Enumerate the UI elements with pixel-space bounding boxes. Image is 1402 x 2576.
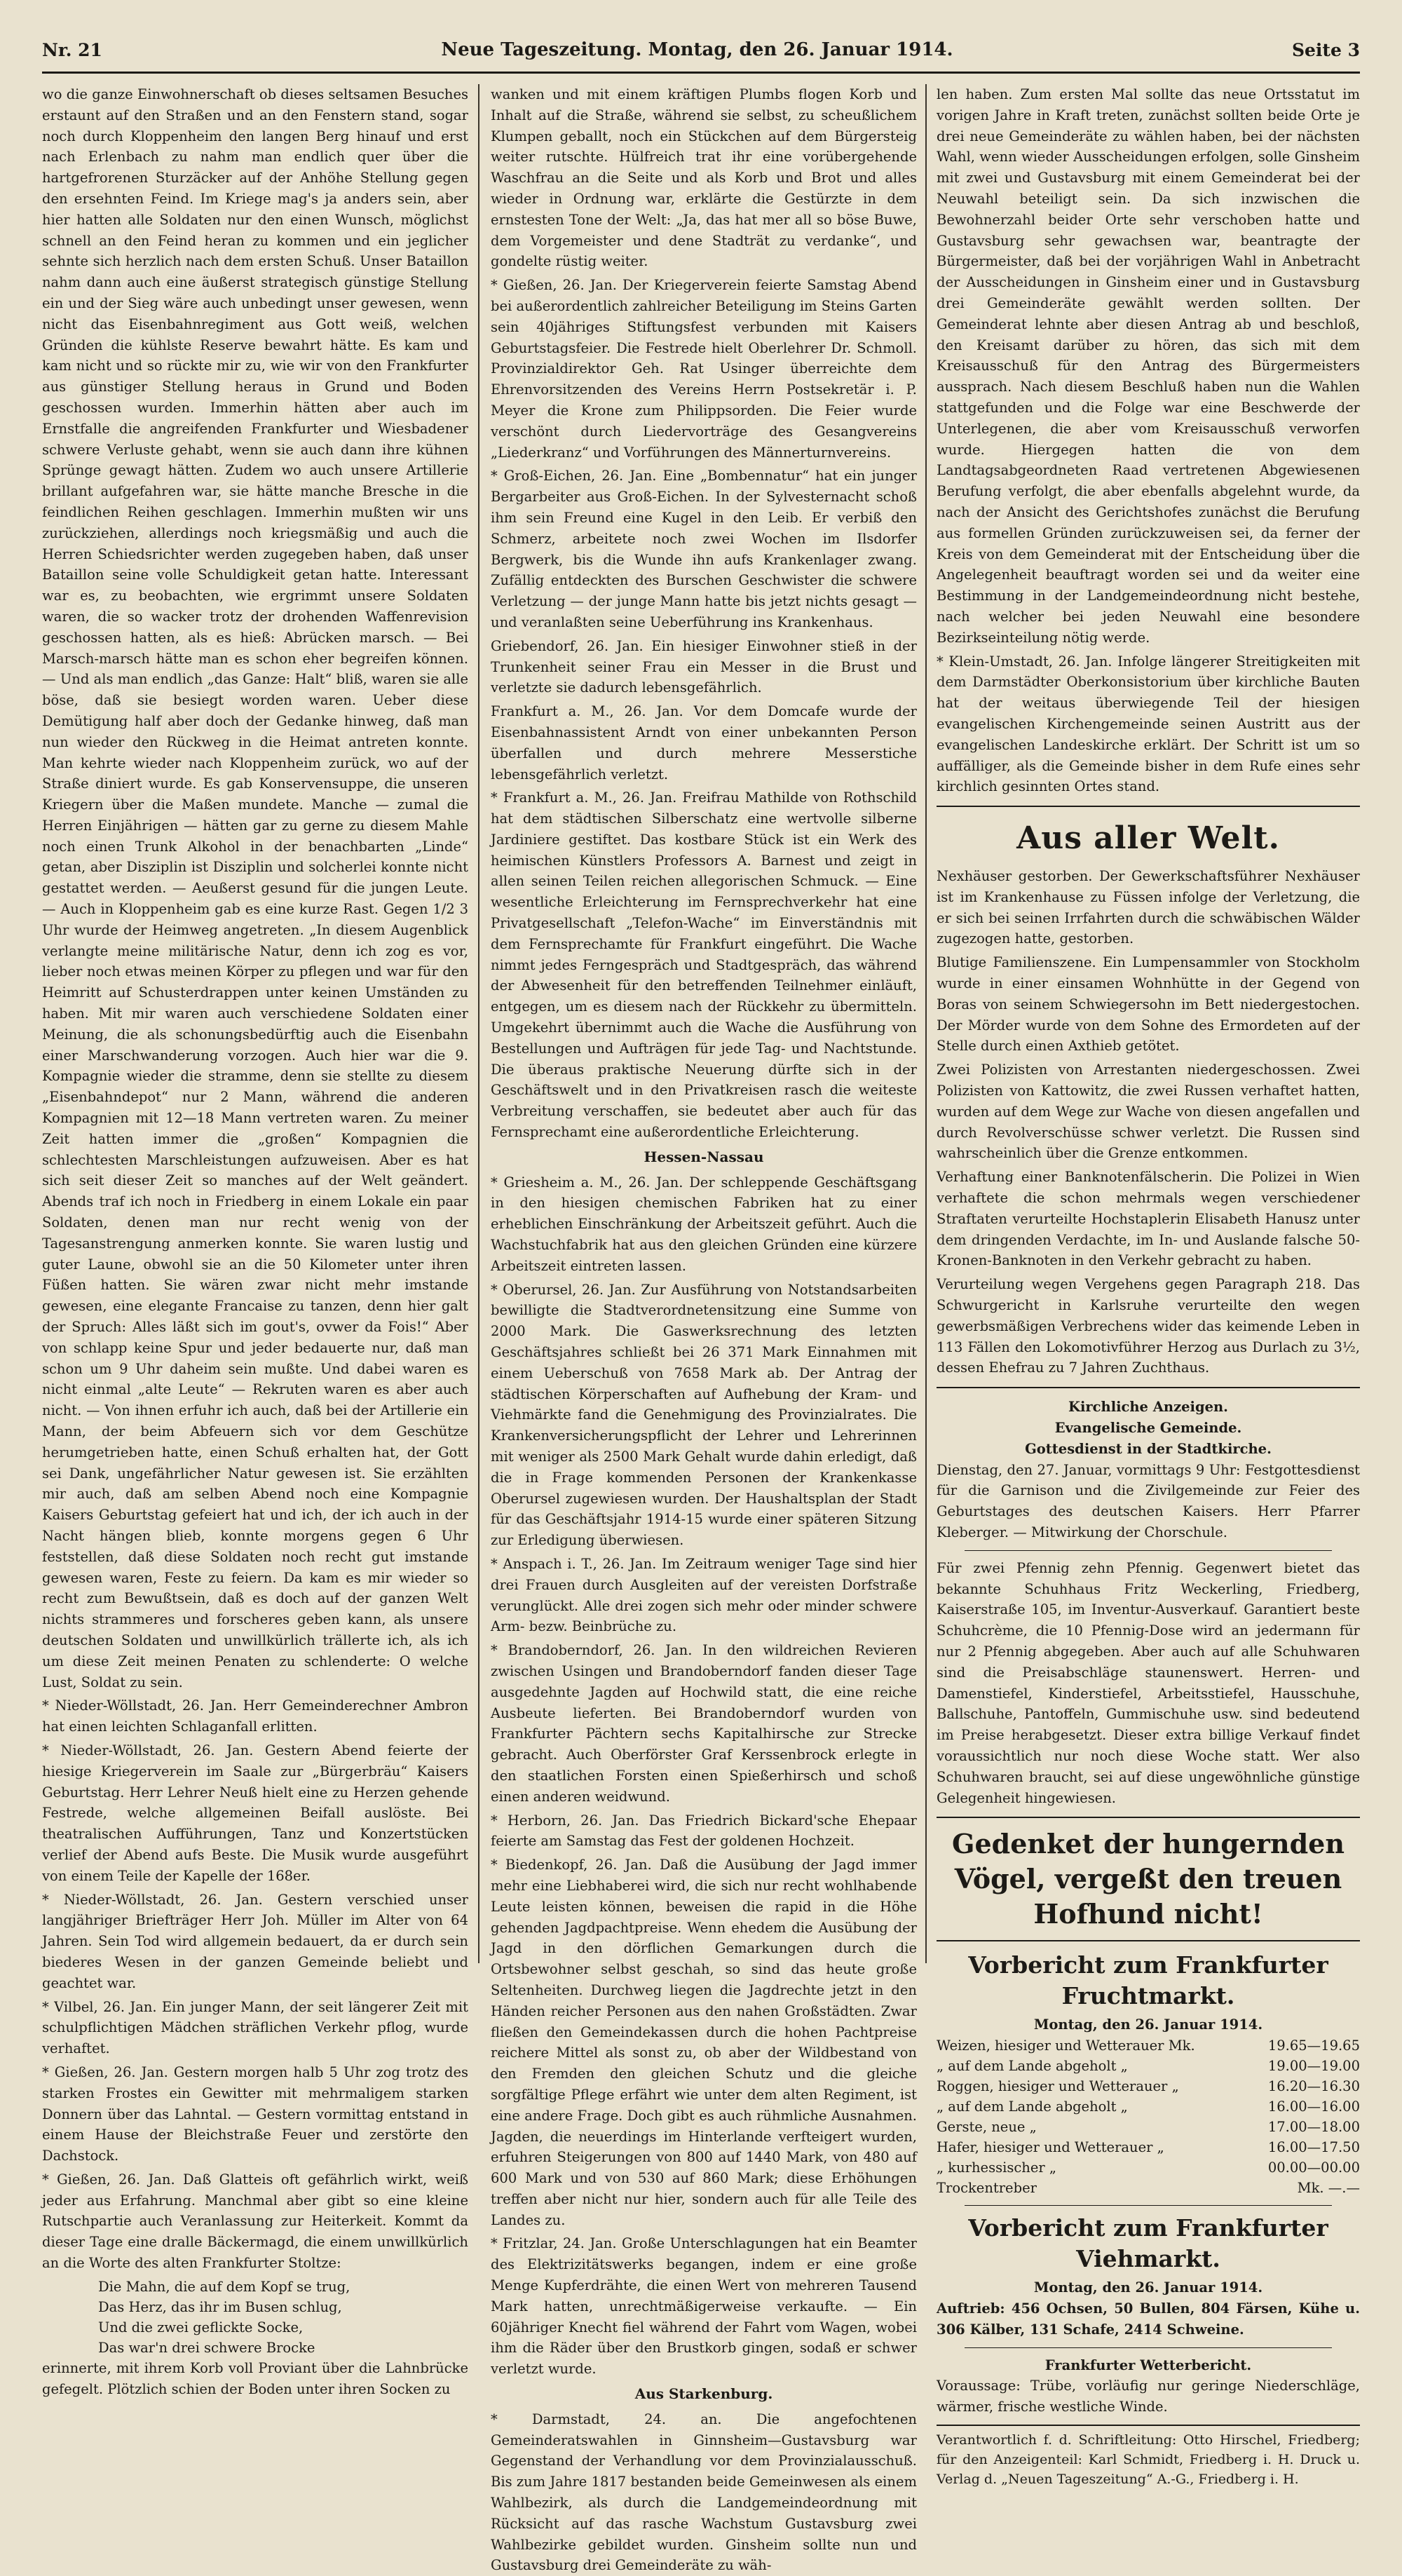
news-item: * Frankfurt a. M., 26. Jan. Freifrau Mathilde von Rothschild hat dem städtischen Silberschatz eine wertvolle silberne Jardiniere gestiftet. Das kostbare Stück ist ein Werk des heimischen Künstlers Professors A. Barnest und zeigt in allen seinen Teilen reichen allegorischen Schmuck. — Eine wesentliche Erleichterung im Fernsprechverkehr hat eine Privatgesellschaft „Telefon-Wache“ im Einverständnis mit dem Fernsprechamte für Frankfurt eingeführt. Die Wache nimmt jedes Ferngespräch und Stadtgespräch, das während der Abwesenheit für den betreffenden Teilnehmer einläuft, entgegen, um es diesem nach der Rückkehr zu übermitteln. Umgekehrt übernimmt auch die Wache die Ausführung von Bestellungen und Aufträgen für jede Tag- und Nachtstunde. Die überaus praktische Neuerung dürfte sich in der Geschäftswelt und in den Privatkreisen rasch die weiteste Verbreitung verschaffen, sie bedeutet aber auch für das Fernsprechamt eine außerordentliche Erleichterung. bbox=[491, 789, 917, 1141]
news-item: Frankfurt a. M., 26. Jan. Vor dem Domcafe wurde der Eisenbahnassistent Arndt von einer unbekannten Person überfallen und durch mehrere Messerstiche lebensgefährlich verletzt. bbox=[491, 703, 917, 782]
poem-line: Und die zwei geflickte Socke, bbox=[98, 2319, 304, 2336]
article-text: wo die ganze Einwohnerschaft ob dieses seltsamen Besuches erstaunt auf den Straßen und an den Fenstern stand, sogar noch durch Kloppenheim den langen Berg hinauf und erst nach Erlenbach zu nahm man endlich quer über die hartgefrorenen Sturzäcker auf der Anhöhe Stellung gegen den ersehnten Feind. Im Kriege mag's ja anders sein, aber hier hatten alle Soldaten nur den einen Wunsch, möglichst schnell an den Feind heran zu kommen und ein jeglicher sehnte sich herzlich nach dem ersten Schuß. Unser Bataillon nahm dann auch eine äußerst strategisch günstige Stellung ein und der Sieg wäre auch unbedingt unser gewesen, wenn nicht das Eisenbahnregiment aus Gott weiß, welchen Gründen die kühlste Reserve bewahrt hätte. Es kam und kam nicht und so rückte mir zu, wie wir von den Frankfurter aus günstiger Stellung heraus in Grund und Boden geschossen wurden. Immerhin hätten aber auch im Ernstfalle die angreifenden Frankfurter und Wiesbadener schwere Verluste gehabt, wenn sie auch dann ihre kühnen Sprünge gewagt hätten. Zudem wo auch unsere Artillerie brillant aufgefahren war, sie hätte manche Bresche in die feindlichen Reihen geschlagen. Immerhin mußten wir uns zurückziehen, allerdings noch kriegsmäßig und auch die Herren Schiedsrichter werden zugegeben haben, daß unser Bataillon seine volle Schuldigkeit getan hatte. Interessant war es, zu beobachten, wie ergrimmt unsere Soldaten waren, die so wacker trotz der drohenden Waffenrevision geschossen hatten, als es hieß: Abrücken marsch. — Bei Marsch-marsch hätte man es schon eher begreifen können. — Und als man endlich „das Ganze: Halt“ bliß, waren sie alle böse, daß sie besiegt worden waren. Ueber diese Demütigung half aber doch der Gedanke hinweg, daß man nun wieder den Rückweg in die Heimat antreten konnte. Man kehrte wieder nach Kloppenheim zurück, wo auf der Straße diniert wurde. Es gab Konservensuppe, die unseren Kriegern über die Maßen mundete. Manche — zumal die Herren Einjährigen — hätten gar zu gerne zu diesem Mahle noch einen Trunk Alkohol in der benachbarten „Linde“ getan, aber Disziplin ist Disziplin und solcherlei konnte nicht gestattet werden. — Aeußerst gesund für die jungen Leute. — Auch in Kloppenheim gab es eine kurze Rast. Gegen 1/2 3 Uhr wurde der Heimweg angetreten. „In diesem Augenblick verlangte meine militärische Natur, denn ich zog es vor, lieber noch etwas meinen Körper zu pflegen und war für den Heimritt auf Schusterdrappen unter keinen Umständen zu haben. Mit mir waren auch verschiedene Soldaten einer Meinung, die als schonungsbedürftig auch die Eisenbahn einer Marschwanderung vorzogen. Auch hier war die 9. Kompagnie wieder die stramme, denn sie stellte zu diesem „Eisenbahndepot“ nur 2 Mann, während die anderen Kompagnien mit 12—18 Mann vertreten waren. Zu meiner Zeit hatten immer die „großen“ Kompagnien die schlechtesten Marschleistungen aufzuweisen. Aber es hat sich seit dieser Zeit so manches auf der Welt geändert. Abends traf ich noch in Friedberg in einem Lokale ein paar Soldaten, denen man nur recht wenig von der Tagesanstrengung anmerken konnte. Sie waren lustig und guter Laune, obwohl sie an die 50 Kilometer unter ihren Füßen hatten. Sie wären zwar nicht mehr imstande gewesen, eine elegante Francaise zu tanzen, denn hier galt der Spruch: Alles läßt sich im gout's, ovwer da Fois!“ Aber von schlapp keine Spur und jeder bedauerte nur, daß man schon um 9 Uhr daheim sein mußte. Und dabei waren es nicht einmal „alte Leute“ — Rekruten waren es aber auch nicht. — Von ihnen erfuhr ich auch, daß bei der Artillerie ein Mann, der beim Abfeuern sich vor dem Geschütze herumgetrieben hatte, einen Schuß erhalten hat, der Gott sei Dank, ungefährlicher Natur gewesen ist. Sie erzählten mir auch, daß am selben Abend noch eine Kompagnie Kaisers Geburtstag gefeiert hat und ich, der ich auch in der Nacht hängen blieb, konnte morgens gegen 6 Uhr feststellen, daß diese Soldaten noch recht gut imstande gewesen waren, Feste zu feiern. Da kam es mir wieder so recht zum Bewußtsein, daß es doch auf der ganzen Welt nichts strammeres und forscheres geben kann, als unsere deutschen Soldaten und unwillkürlich trällerte ich, als ich um diese Zeit meinen Penaten zu schlenderte: O welche Lust, Soldat zu sein. bbox=[42, 86, 468, 1690]
price-value: 16.00—17.50 bbox=[1267, 2139, 1360, 2156]
price-value: 17.00—18.00 bbox=[1267, 2119, 1360, 2136]
column-1 bbox=[42, 84, 468, 2397]
news-item: * Griesheim a. M., 26. Jan. Der schleppende Geschäftsgang in den hiesigen chemischen Fabriken hat zu einer erheblichen Einschränkung der Arbeitszeit geführt. Auch die Wachstuchfabrik hat aus den gleichen Gründen eine kürzere Arbeitszeit eintreten lassen. bbox=[491, 1174, 917, 1274]
price-label: Roggen, hiesiger und Wetterauer „ bbox=[937, 2078, 1179, 2095]
poem bbox=[42, 2277, 468, 2358]
news-item: Griebendorf, 26. Jan. Ein hiesiger Einwohner stieß in der Trunkenheit seiner Frau ein Messer in die Brust und verletzte sie dadurch lebensgefährlich. bbox=[491, 637, 917, 696]
news-item: * Groß-Eichen, 26. Jan. Eine „Bombennatur“ hat ein junger Bergarbeiter aus Groß-Eichen. In der Sylvesternacht schoß ihm sein Freund eine Kugel in den Leib. Er verbiß den Schmerz, arbeitete noch zwei Wochen im Ilsdorfer Bergwerk, bis die Wunde ihn aufs Krankenlager zwang. Zufällig entdeckten des Burschen Geschwister die schwere Verletzung — der junge Mann hatte bis jetzt nichts gesagt — und veranlaßten seine Ueberführung ins Krankenhaus. bbox=[491, 468, 917, 630]
imprint: Verantwortlich f. d. Schriftleitung: Otto Hirschel, Friedberg; für den Anzeigenteil: Karl Schmidt, Friedberg i. H. Druck u. Verlag d. „Neuen Tageszeitung“ A.-G., Friedberg i. H. bbox=[937, 2425, 1360, 2489]
cattle-market-text: Auftrieb: 456 Ochsen, 50 Bullen, 804 Färsen, Kühe u. 306 Kälber, 131 Schafe, 2414 Schweine. bbox=[937, 2300, 1360, 2338]
section-title: Aus aller Welt. bbox=[1016, 820, 1280, 857]
price-label: „ auf dem Lande abgeholt „ bbox=[937, 2058, 1128, 2075]
advertisement-text: Für zwei Pfennig zehn Pfennig. Gegenwert bietet das bekannte Schuhhaus Fritz Weckerling, Friedberg, Kaiserstraße 105, im Inventur-Ausverkauf. Garantiert beste Schuhcrème, die 10 Pfennig-Dose wird an jedermann für nur 2 Pfennig abgegeben. Aber auch auf alle Schuhwaren sind die Preisabschläge staunenswert. Herren- und Damenstiefel, Kinderstiefel, Arbeitsstiefel, Hausschuhe, Ballschuhe, Pantoffeln, Gummischuhe usw. sind bedeutend im Preise herabgesetzt. Dieser extra billige Verkauf findet voraussichtlich nur noch diese Woche statt. Wer also Schuhwaren braucht, sei auf diese ungewöhnliche günstige Gelegenheit hingewiesen. bbox=[937, 1559, 1360, 1806]
news-item: * Herborn, 26. Jan. Das Friedrich Bickard'sche Ehepaar feierte am Samstag das Fest der goldenen Hochzeit. bbox=[491, 1812, 917, 1850]
section-heading: Aus Starkenburg. bbox=[634, 2385, 773, 2403]
price-value: 00.00—00.00 bbox=[1267, 2160, 1360, 2176]
divider bbox=[965, 1550, 1332, 1551]
price-row bbox=[937, 2157, 1360, 2178]
news-item: Nexhäuser gestorben. Der Gewerkschaftsführer Nexhäuser ist im Krankenhause zu Füssen infolge der Verletzung, die er sich bei seinen Irrfahrten durch die schwäbischen Wälder zugezogen hatte, gestorben. bbox=[937, 868, 1360, 947]
divider bbox=[965, 2347, 1332, 2348]
church-notice: Dienstag, den 27. Januar, vormittags 9 Uhr: Festgottesdienst für die Garnison und die Zivilgemeinde zur Feier des Geburtstages des deutschen Kaisers. Herr Pfarrer Kleberger. — Mitwirkung der Chorschule. bbox=[937, 1461, 1360, 1540]
news-item: * Fritzlar, 24. Jan. Große Unterschlagungen hat ein Beamter des Elektrizitätswerks begangen, indem er eine große Menge Kupferdrähte, die einen Wert von mehreren Tausend Mark hatten, unrechtmäßigerweise verkaufte. — Ein 60jähriger Knecht fiel während der Fahrt vom Wagen, wobei ihm die Räder über den Brustkorb gingen, sodaß er schwer verletzt wurde. bbox=[491, 2235, 917, 2378]
price-row bbox=[937, 2096, 1360, 2117]
price-label: Weizen, hiesiger und Wetterauer Mk. bbox=[937, 2038, 1195, 2054]
slogan: Gedenket der hungernden Vögel, vergeßt den treuen Hofhund nicht! bbox=[952, 1828, 1345, 1930]
divider bbox=[937, 806, 1360, 807]
column-rule bbox=[478, 84, 479, 1963]
news-item: erinnerte, mit ihrem Korb voll Proviant über die Lahnbrücke gefegelt. Plötzlich schien der Boden unter ihren Socken zu bbox=[42, 2359, 468, 2397]
news-item: Verurteilung wegen Vergehens gegen Paragraph 218. Das Schwurgericht in Karlsruhe verurteilte den wegen gewerbsmäßigen Verbrechens wider das keimende Leben in 113 Fällen den Lokomotivführer Herzog aus Durlach zu 3½, dessen Ehefrau zu 7 Jahren Zuchthaus. bbox=[937, 1276, 1360, 1376]
divider bbox=[937, 1940, 1360, 1941]
masthead-date: Neue Tageszeitung. Montag, den 26. Januar 1914. bbox=[441, 39, 953, 60]
news-item: len haben. Zum ersten Mal sollte das neue Ortsstatut im vorigen Jahre in Kraft treten, zunächst sollten beide Orte je drei neue Gemeinderäte zu wählen haben, bei der nächsten Wahl, wenn wieder Ausscheidungen erfolgen, solle Ginsheim mit zwei und Gustavsburg mit einem Gemeinderat bei der Neuwahl beteiligt sein. Da sich inzwischen die Bewohnerzahl beider Orte sehr verschoben hatte und Gustavsburg sehr gewachsen war, beantragte der Bürgermeister, daß bei der vorjährigen Wahl in Anbetracht der Ausscheidungen in Ginsheim einer und in Gustavsburg drei Gemeinderäte gewählt werden sollten. Der Gemeinderat lehnte aber diesen Antrag ab und beschloß, den Kreisamt darüber zu hören, das sich mit dem Kreisausschuß für den Antrag des Bürgermeisters aussprach. Nach diesem Beschluß haben nun die Wahlen stattgefunden und die Folge war eine Beschwerde der Unterlegenen, die aber vom Kreisausschuß verworfen wurde. Hiergegen hatten die von dem Landtagsabgeordneten Raad vertretenen Abgewiesenen Berufung verfolgt, die aber ebenfalls abgelehnt wurde, da nach der Ansicht des Gerichtshofes zunächst die Berufung aus formellen Gründen zurückzuweisen sei, da ferner der Kreis von dem Gemeinderat mit der Entscheidung über die Angelegenheit beauftragt worden sei und da weiter eine Bestimmung in der Landgemeindeordnung nicht bestehe, nach welcher bei jeden Neuwahl eine besondere Bezirkseinteilung nötig werde. bbox=[937, 86, 1360, 646]
divider bbox=[937, 1817, 1360, 1818]
poem-line: Das Herz, das ihr im Busen schlug, bbox=[98, 2298, 342, 2315]
fruit-market-date: Montag, den 26. Januar 1914. bbox=[1033, 2016, 1263, 2033]
poem-line: Die Mahn, die auf dem Kopf se trug, bbox=[98, 2278, 350, 2295]
issue-number: Nr. 21 bbox=[42, 39, 102, 60]
price-label: „ kurhessischer „ bbox=[937, 2160, 1056, 2176]
news-item: Zwei Polizisten von Arrestanten niedergeschossen. Zwei Polizisten von Kattowitz, die zwei Russen verhaftet hatten, wurden auf dem Wege zur Wache von diesen angefallen und durch Revolverschüsse schwer verletzt. Die Russen sind wahrscheinlich über die Grenze entkommen. bbox=[937, 1062, 1360, 1162]
price-value: 16.20—16.30 bbox=[1267, 2078, 1360, 2095]
church-service-heading: Gottesdienst in der Stadtkirche. bbox=[1025, 1440, 1272, 1457]
fruit-market-title: Vorbericht zum Frankfurter Fruchtmarkt. bbox=[968, 1951, 1328, 2010]
price-row bbox=[937, 2035, 1360, 2056]
price-row bbox=[937, 2178, 1360, 2198]
price-table bbox=[937, 2035, 1360, 2198]
news-item: * Oberursel, 26. Jan. Zur Ausführung von Notstandsarbeiten bewilligte die Stadtverordnetensitzung eine Summe von 2000 Mark. Die Gaswerksrechnung des letzten Geschäftsjahres schließt bei 26 371 Mark Einnahmen mit einem Ueberschuß von 7658 Mark ab. Der Antrag der städtischen Körperschaften auf Aufhebung der Kram- und Viehmärkte fand die Genehmigung des Provinzialrates. Die Krankenversicherungspflicht der Lehrer und Lehrerinnen mit weniger als 2500 Mark Gehalt wurde dahin erledigt, daß die in Frage kommenden Personen der Krankenkasse Oberursel zugewiesen wurden. Der Haushaltsplan der Stadt für das Geschäftsjahr 1914-15 wurde einer späteren Sitzung zur Erledigung überwiesen. bbox=[491, 1281, 917, 1549]
cattle-market-title: Vorbericht zum Frankfurter Viehmarkt. bbox=[968, 2214, 1328, 2273]
news-item: * Brandoberndorf, 26. Jan. In den wildreichen Revieren zwischen Usingen und Brandoberndorf fanden dieser Tage ausgedehnte Jagden auf Hochwild statt, die eine reiche Ausbeute lieferten. Bei Brandoberndorf wurden von Frankfurter Pächtern sechs Kapitalhirsche zur Strecke gebracht. Auch Oberförster Graf Kerssenbrock erlegte in den staatlichen Forsten einen Spießerhirsch und schoß einen anderen weidwund. bbox=[491, 1642, 917, 1805]
price-row bbox=[937, 2117, 1360, 2137]
news-item: * Nieder-Wöllstadt, 26. Jan. Gestern Abend feierte der hiesige Kriegerverein im Saale zur „Bürgerbräu“ Kaisers Geburtstag. Herr Lehrer Neuß hielt eine zu Herzen gehende Festrede, welche allgemeinen Beifall auslöste. Bei theatralischen Aufführungen, Tanz und Konzertstücken verlief der Abend aufs Beste. Die Musik wurde ausgeführt von einem Teile der Kapelle der 168er. bbox=[42, 1742, 468, 1884]
news-item: * Klein-Umstadt, 26. Jan. Infolge längerer Streitigkeiten mit dem Darmstädter Oberkonsistorium über kirchliche Bauten hat der weitaus überwiegende Teil der hiesigen evangelischen Kirchengemeinde seinen Austritt aus der evangelischen Landeskirche erklärt. Der Schritt ist um so auffälliger, als die Gemeinde bisher in dem Rufe eines sehr kirchlich gesinnten Ortes stand. bbox=[937, 653, 1360, 795]
price-label: Hafer, hiesiger und Wetterauer „ bbox=[937, 2139, 1164, 2156]
column-rule bbox=[925, 84, 927, 1963]
news-item: * Gießen, 26. Jan. Daß Glatteis oft gefährlich wirkt, weiß jeder aus Erfahrung. Manchmal aber gibt so eine kleine Rutschpartie auch Veranlassung zur Heiterkeit. Kommt da dieser Tage eine dralle Bäckermagd, die einem unwillkürlich an die Worte des alten Frankfurter Stoltze: bbox=[42, 2171, 468, 2272]
price-row bbox=[937, 2076, 1360, 2096]
news-item: Blutige Familienszene. Ein Lumpensammler von Stockholm wurde in einer einsamen Wohnhütte in der Gegend von Boras von seinem Schwiegersohn im Bett niedergestochen. Der Mörder wurde von dem Sohne des Ermordeten auf der Stelle durch einen Axthieb getötet. bbox=[937, 954, 1360, 1055]
price-value: Mk. —.— bbox=[1297, 2180, 1360, 2197]
news-item: wanken und mit einem kräftigen Plumbs flogen Korb und Inhalt auf die Straße, während sie selbst, zu scheußlichem Klumpen geballt, noch ein Stückchen auf dem Bürgersteig weiter rutschte. Hülfreich trat ihr eine vorübergehende Waschfrau an die Seite und als Korb und Brot und alles wieder in Ordnung war, erklärte die Gestürzte in dem ernstesten Tone der Welt: „Ja, das hat mer all so böse Buwe, dem Vorgemeister und dene Stadträt zu verdanke“, und gondelte rüstig weiter. bbox=[491, 86, 917, 270]
page-header bbox=[42, 28, 1360, 74]
church-subheading: Evangelische Gemeinde. bbox=[1054, 1420, 1242, 1437]
news-item: * Vilbel, 26. Jan. Ein junger Mann, der seit längerer Zeit mit schulpflichtigen Mädchen sträflichen Verkehr pflog, wurde verhaftet. bbox=[42, 1998, 468, 2057]
weather-text: Voraussage: Trübe, vorläufig nur geringe Niederschläge, wärmer, frische westliche Winde. bbox=[937, 2378, 1360, 2415]
news-item: * Gießen, 26. Jan. Gestern morgen halb 5 Uhr zog trotz des starken Frostes ein Gewitter mit mehrmaligem starken Donnern über das Lahntal. — Gestern vormittag entstand in einem Hause der Bleichstraße Feuer und zerstörte den Dachstock. bbox=[42, 2063, 468, 2164]
price-value: 19.65—19.65 bbox=[1267, 2038, 1360, 2054]
price-value: 16.00—16.00 bbox=[1267, 2099, 1360, 2115]
column-2 bbox=[491, 84, 917, 2574]
price-row bbox=[937, 2056, 1360, 2076]
poem-line: Das war'n drei schwere Brocke bbox=[98, 2339, 315, 2356]
divider bbox=[937, 1387, 1360, 1388]
divider bbox=[965, 2205, 1332, 2206]
weather-title: Frankfurter Wetterbericht. bbox=[1044, 2357, 1252, 2373]
news-item: Verhaftung einer Banknotenfälscherin. Die Polizei in Wien verhaftete die schon mehrmals wegen verschiedener Straftaten verurteilte Hochstaplerin Elisabeth Hanusz unter dem dringenden Verdachte, im In- und Auslande falsche 50-Kronen-Banknoten in den Verkehr gebracht zu haben. bbox=[937, 1169, 1360, 1269]
price-value: 19.00—19.00 bbox=[1267, 2058, 1360, 2075]
section-heading: Hessen-Nassau bbox=[644, 1148, 764, 1165]
price-label: Gerste, neue „ bbox=[937, 2119, 1037, 2136]
news-item: * Nieder-Wöllstadt, 26. Jan. Gestern verschied unser langjähriger Briefträger Herr Joh. Müller im Alter von 64 Jahren. Sein Tod wird allgemein bedauert, da er durch sein biederes Wesen in der ganzen Gemeinde beliebt und geachtet war. bbox=[42, 1891, 468, 1991]
page-number: Seite 3 bbox=[1291, 39, 1360, 60]
price-label: „ auf dem Lande abgeholt „ bbox=[937, 2099, 1128, 2115]
news-item: * Darmstadt, 24. an. Die angefochtenen Gemeinderatswahlen in Ginnsheim—Gustavsburg war Gegenstand der Verhandlung vor dem Provinzialausschuß. Bis zum Jahre 1817 bestanden beide Gemeinwesen als einem Wahlbezirk, als durch die Landgemeindeordnung mit Rücksicht auf das rasche Wachstum Gustavsburg zwei Wahlbezirke gebildet wurden. Ginsheim sollte nun und Gustavsburg drei Gemeinderäte zu wäh- bbox=[491, 2411, 917, 2574]
column-3 bbox=[937, 84, 1360, 2487]
news-item: * Gießen, 26. Jan. Der Kriegerverein feierte Samstag Abend bei außerordentlich zahlreicher Beteiligung im Steins Garten sein 40jähriges Stiftungsfest verbunden mit Kaisers Geburtstagsfeier. Die Festrede hielt Oberlehrer Dr. Schmoll. Provinzialdirektor Geh. Rat Usinger überreichte dem Ehrenvorsitzenden des Vereins Herrn Postsekretär i. P. Meyer die Krone zum Philippsorden. Die Feier wurde verschönt durch Liedervorträge des Gesangvereins „Liederkranz“ und Vorführungen des Männerturnvereins. bbox=[491, 277, 917, 461]
church-heading: Kirchliche Anzeigen. bbox=[1068, 1399, 1228, 1416]
news-item: * Nieder-Wöllstadt, 26. Jan. Herr Gemeinderechner Ambron hat einen leichten Schlaganfall erlitten. bbox=[42, 1697, 468, 1735]
price-label: Trockentreber bbox=[937, 2180, 1037, 2197]
price-row bbox=[937, 2137, 1360, 2157]
news-item: * Anspach i. T., 26. Jan. Im Zeitraum weniger Tage sind hier drei Frauen durch Ausgleiten auf der vereisten Dorfstraße verunglückt. Alle drei zogen sich mehr oder minder schwere Arm- bezw. Beinbrüche zu. bbox=[491, 1555, 917, 1635]
news-item: * Biedenkopf, 26. Jan. Daß die Ausübung der Jagd immer mehr eine Liebhaberei wird, die sich nur recht wohlhabende Leute leisten können, beweisen die rapid in die Höhe gehenden Jagdpachtpreise. Wenn ehedem die Ausübung der Jagd in den dörflichen Gemarkungen durch die Ortsbewohner selbst geschah, so sind das heute große Seltenheiten. Durchweg liegen die Jagdrechte jetzt in den Händen reicher Personen aus den nahen Großstädten. Zwar fließen den Gemeindekassen durch die hohen Pachtpreise reichere Mittel als sonst zu, ob aber der Wildbestand von den Fremden den gleichen Schutz und die gleiche sorgfältige Pflege erfährt wie unter dem alten Regiment, ist eine andere Frage. Doch gibt es auch rühmliche Ausnahmen. Jagden, die neuerdings im Hinterlande verfteigert wurden, erfuhren Steigerungen von 800 auf 1440 Mark, von 480 auf 600 Mark und von 530 auf 860 Mark; diese Erhöhungen treffen aber nicht nur hier, sondern auch für alle Teile des Landes zu. bbox=[491, 1857, 917, 2228]
cattle-market-date: Montag, den 26. Januar 1914. bbox=[1033, 2279, 1263, 2296]
